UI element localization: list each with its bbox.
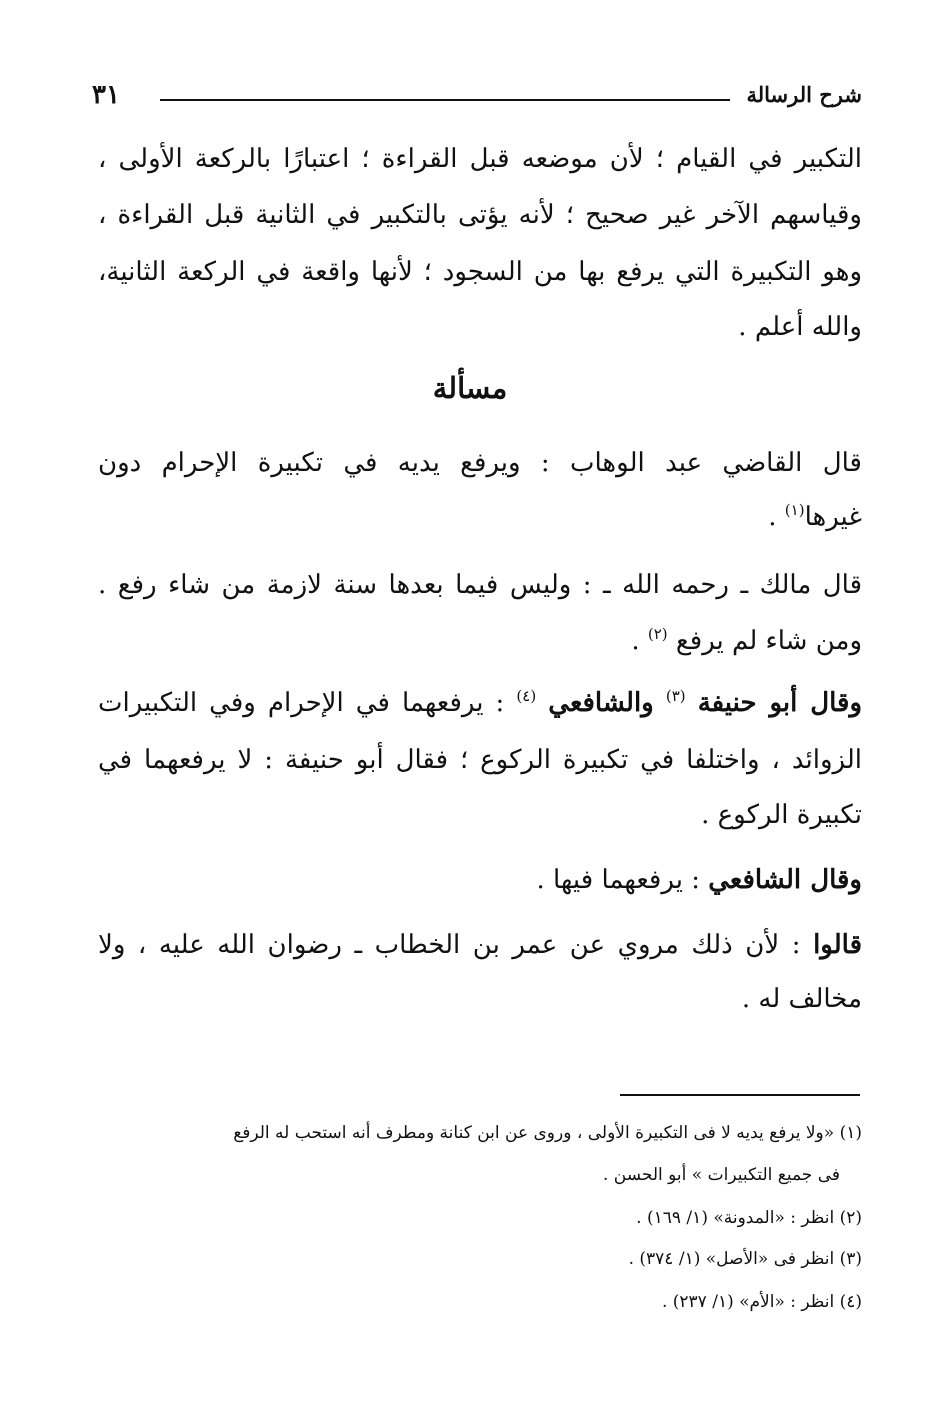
footnote-line: فى جميع التكبيرات » أبو الحسن . — [602, 1165, 840, 1185]
punctuation: . — [768, 502, 777, 532]
punctuation: . — [631, 626, 640, 656]
body-line: وهو التكبيرة التي يرفع بها من السجود ؛ لأنها واقعة في الركعة الثانية، — [98, 257, 862, 287]
footnote-ref: (٣) — [665, 687, 686, 705]
body-text: : يرفعهما فيها . — [536, 865, 700, 895]
footnote-line: (١) «ولا يرفع يديه لا فى التكبيرة الأولى ، وروى عن ابن كنانة ومطرف أنه استحب له الرفع — [233, 1123, 862, 1143]
body-line: الزوائد ، واختلفا في تكبيرة الركوع ؛ فقال أبو حنيفة : لا يرفعهما في — [98, 745, 862, 775]
body-line: التكبير في القيام ؛ لأن موضعه قبل القراءة ؛ اعتبارًا بالركعة الأولى ، — [98, 144, 862, 174]
body-line — [768, 497, 862, 537]
body-line — [98, 683, 862, 723]
body-line: تكبيرة الركوع . — [701, 800, 862, 830]
footnote-ref: (٤) — [516, 687, 537, 705]
body-line — [536, 860, 862, 900]
body-text: : يرفعهما في الإحرام وفي التكبيرات — [98, 688, 505, 718]
bold-lead: والشافعي — [548, 688, 654, 718]
running-header-title: شرح الرسالة — [746, 82, 862, 107]
body-line: قال مالك ـ رحمه الله ـ : وليس فيما بعدها سنة لازمة من شاء رفع . — [98, 570, 862, 600]
body-line — [98, 925, 862, 965]
footnote-line: (٤) انظر : «الأم» (١/ ٢٣٧) . — [661, 1292, 862, 1312]
footnote-ref: (٢) — [647, 625, 668, 643]
bold-lead: وقال أبو حنيفة — [697, 688, 863, 718]
section-heading: مسألة — [432, 371, 508, 405]
body-line: مخالف له . — [741, 984, 862, 1014]
footnote-line: (٣) انظر فى «الأصل» (١/ ٣٧٤) . — [628, 1249, 862, 1269]
footnote-line: (٢) انظر : «المدونة» (١/ ١٦٩) . — [636, 1208, 862, 1228]
page-number: ٣١ — [92, 80, 120, 110]
header-rule — [160, 99, 730, 101]
body-line — [631, 621, 862, 661]
bold-lead: وقال الشافعي — [708, 865, 862, 895]
body-text: غيرها — [804, 502, 862, 532]
body-text: ومن شاء لم يرفع — [675, 626, 862, 656]
bold-lead: قالوا — [813, 930, 863, 960]
footnote-rule — [620, 1094, 860, 1096]
body-line: والله أعلم . — [738, 312, 862, 342]
body-line: وقياسهم الآخر غير صحيح ؛ لأنه يؤتى بالتكبير في الثانية قبل القراءة ، — [98, 200, 862, 230]
body-line: قال القاضي عبد الوهاب : ويرفع يديه في تكبيرة الإحرام دون — [98, 448, 862, 478]
body-text: : لأن ذلك مروي عن عمر بن الخطاب ـ رضوان الله عليه ، ولا — [98, 930, 801, 960]
footnote-ref: (١) — [784, 501, 805, 519]
